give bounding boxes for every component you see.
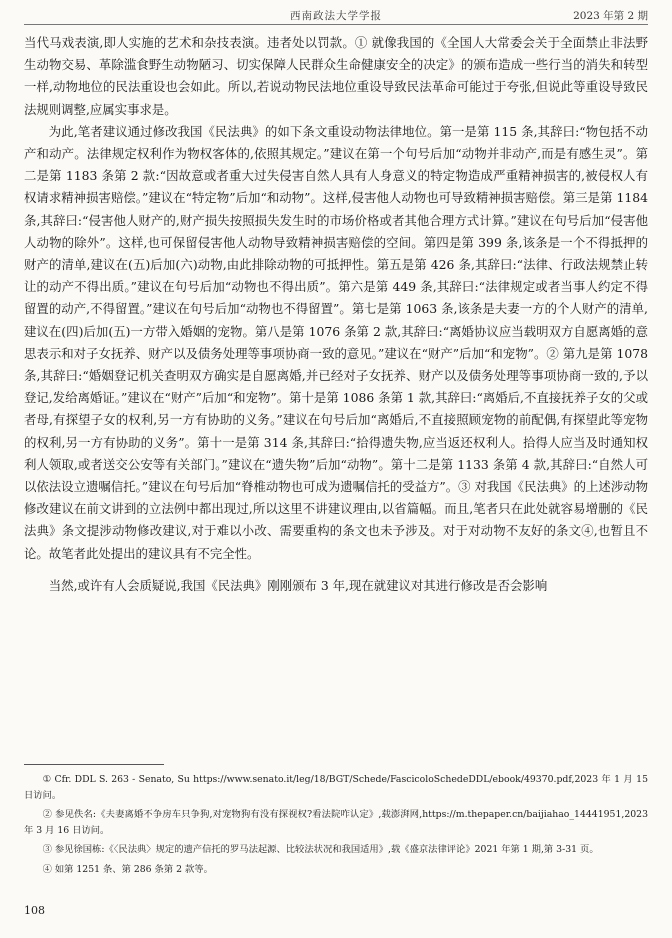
running-header [24,6,648,25]
footnote-2: ② 参见佚名:《夫妻离婚不争房车只争狗,对宠物狗有没有探视权?看法院咋认定》,载澎湃网,https://m.thepaper.cn/baijiahao_14441951,2023 年 3 月 16 日访问。 [24,809,648,836]
paragraph-question: 当然,或许有人会质疑说,我国《民法典》刚刚颁布 3 年,现在就建议对其进行修改是否会影响 [48,577,548,593]
page-number: 108 [24,904,45,917]
paragraph-continuation: 当代马戏表演,即人实施的艺术和杂技表演。违者处以罚款。① 就像我国的《全国人大常委会关于全面禁止非法野生动物交易、革除滥食野生动物陋习、切实保障人民群众生命健康安全的决定》的颁布造成一些行当的消失和转型一样,动物地位的民法重设也会如此。所以,若说动物民法地位重设导致民法革命可能过于夸张,但说此等重设导致民法规则调整,应属实事求是。 [24,35,648,117]
main-text [24,32,648,597]
issue-label: 2023 年第 2 期 [573,10,648,22]
footnote-3: ③ 参见徐国栋:《〈民法典〉规定的遗产信托的罗马法起源、比较法状况和我国适用》,载《盛京法律评论》2021 年第 1 期,第 3-31 页。 [42,844,599,856]
footnote-1: ① Cfr. DDL S. 263 - Senato, Su https://www.senato.it/leg/18/BGT/Schede/FascicoloSchedeDDL/ebook/49370.pdf,2023 年 1 月 15 日访问。 [24,774,648,801]
footnote-divider [24,764,164,765]
footnote-4: ④ 如第 1251 条、第 286 条第 2 款等。 [42,863,213,875]
paragraph-proposals: 为此,笔者建议通过修改我国《民法典》的如下条文重设动物法律地位。第一是第 115 条,其辞曰:“物包括不动产和动产。法律规定权利作为物权客体的,依照其规定。”建议在第一个句号后加“动物并非动产,而是有感生灵”。第二是第 1183 条第 2 款:“因故意或者重大过失侵害自然人具有人身意义的特定物造成严重精神损害的,被侵权人有权请求精神损害赔偿。”建议在“特定物”后加“和动物”。这样,侵害他人动物也可导致精神损害赔偿。第三是第 1184 条,其辞曰:“侵害他人财产的,财产损失按照损失发生时的市场价格或者其他合理方式计算。”建议在句号后加“侵害他人动物的除外”。这样,也可保留侵害他人动物导致精神损害赔偿的空间。第四是第 399 条,该条是一个不得抵押的财产的清单,建议在(五)后加(六)动物,由此排除动物的可抵押性。第五是第 426 条,其辞曰:“法律、行政法规禁止转让的动产不得出质。”建议在句号后加“动物也不得出质”。第六是第 449 条,其辞曰:“法律规定或者当事人约定不得留置的动产,不得留置。”建议在句号后加“动物也不得留置”。第七是第 1063 条,该条是夫妻一方的个人财产的清单,建议在(四)后加(五)一方带入婚姻的宠物。第八是第 1076 条第 2 款,其辞曰:“离婚协议应当载明双方自愿离婚的意思表示和对子女抚养、财产以及债务处理等事项协商一致的意见。”建议在“财产”后加“和宠物”。② 第九是第 1078 条,其辞曰:“婚姻登记机关查明双方确实是自愿离婚,并已经对子女抚养、财产以及债务处理等事项协商一致的,予以登记,发给离婚证。”建议在“财产”后加“和宠物”。第十是第 1086 条第 1 款,其辞曰:“离婚后,不直接抚养子女的父或者母,有探望子女的权利,另一方有协助的义务。”建议在句号后加“离婚后,不直接照顾宠物的前配偶,有探望此等宠物的权利,另一方有协助的义务”。第十一是第 314 条,其辞曰:“拾得遗失物,应当返还权利人。拾得人应当及时通知权利人领取,或者送交公安等有关部门。”建议在“遗失物”后加“动物”。第十二是第 1133 条第 4 款,其辞曰:“自然人可以依法设立遗嘱信托。”建议在句号后加“脊椎动物也可成为遗嘱信托的受益方”。③ 对我国《民法典》的上述涉动物修改建议在前文讲到的立法例中都出现过,所以这里不讲建议理由,以省篇幅。而且,笔者只在此处就容易增删的《民法典》条文提涉动物修改建议,对于难以小改、需要重构的条文也未予涉及。对于对动物不友好的条文④,也暂且不论。故笔者此处提出的建议具有不完全性。 [24,123,648,561]
footnotes [24,772,648,882]
journal-title: 西南政法大学学报 [290,10,382,22]
